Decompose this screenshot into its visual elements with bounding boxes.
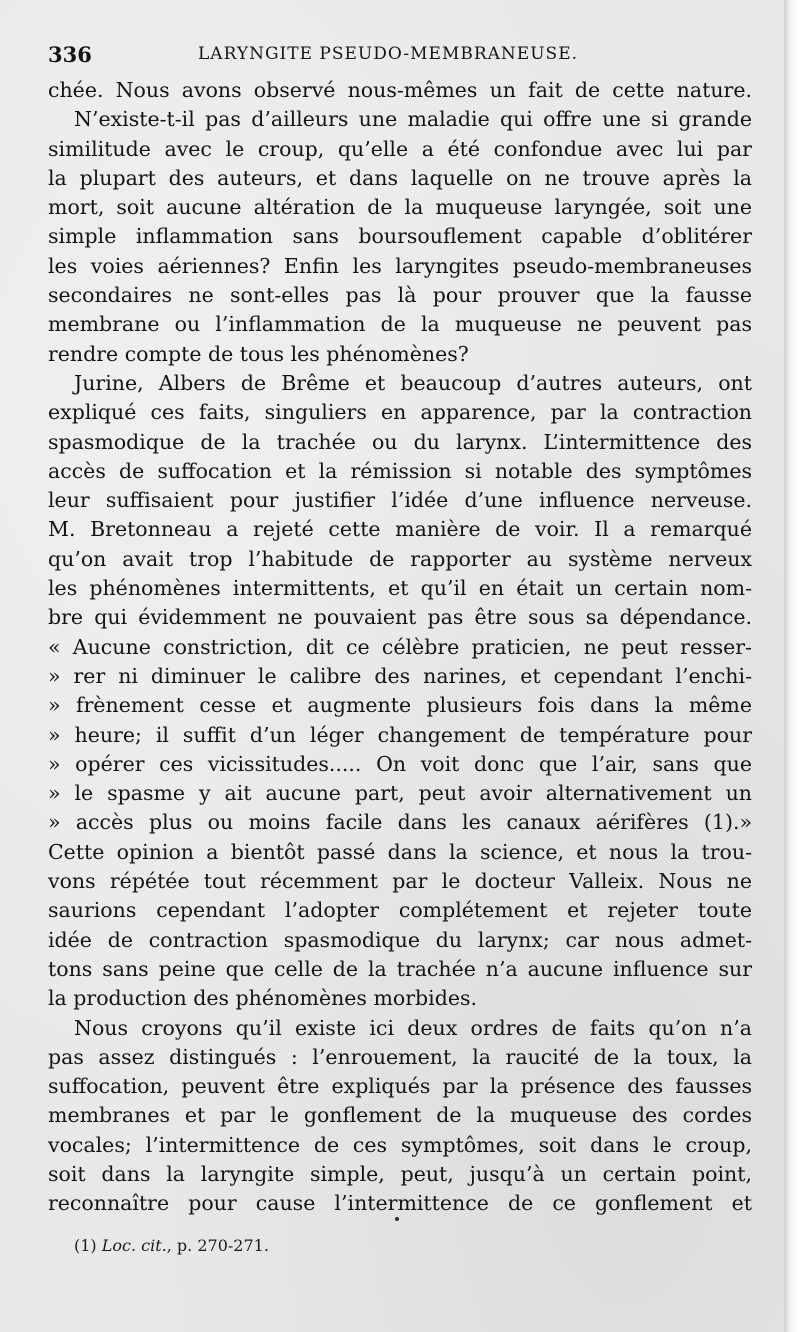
text-line: similitude avec le croup, qu’elle a été confondue avec lui par <box>48 136 752 161</box>
page-spine-shadow <box>784 0 800 1332</box>
text-line: » accès plus ou moins facile dans les canaux aérifères (1).» <box>48 810 752 835</box>
text-line: Cette opinion a bientôt passé dans la science, et nous la trou- <box>48 839 752 864</box>
text-line: accès de suffocation et la rémission si notable des symptômes <box>48 458 752 483</box>
text-line: suffocation, peuvent être expliqués par la présence des fausses <box>48 1074 752 1099</box>
footnote-source: Loc. cit. <box>101 1236 167 1255</box>
text-line: membranes et par le gonflement de la muqueuse des cordes <box>48 1103 752 1128</box>
text-line: expliqué ces faits, singuliers en apparence, par la contraction <box>48 400 752 425</box>
text-line: les voies aériennes? Enfin les laryngites pseudo-membraneuses <box>48 253 752 278</box>
text-line: leur suffisaient pour justifier l’idée d’une influence nerveuse. <box>48 488 752 513</box>
text-line: membrane ou l’inflammation de la muqueuse ne peuvent pas <box>48 312 752 337</box>
text-line: tons sans peine que celle de la trachée n’a aucune influence sur <box>48 956 752 981</box>
footnote-separator-dot <box>395 1217 399 1221</box>
text-line: rendre compte de tous les phénomènes? <box>48 341 469 366</box>
text-line: secondaires ne sont-elles pas là pour prouver que la fausse <box>48 283 752 308</box>
text-line: » heure; il suffit d’un léger changement de température pour <box>48 722 752 747</box>
text-line: les phénomènes intermittents, et qu’il en était un certain nom- <box>48 576 752 601</box>
text-line: idée de contraction spasmodique du larynx; car nous admet- <box>48 927 752 952</box>
text-line: mort, soit aucune altération de la muqueuse laryngée, soit une <box>48 195 752 220</box>
text-line: pas assez distingués : l’enrouement, la raucité de la toux, la <box>48 1044 752 1069</box>
text-line: spasmodique de la trachée ou du larynx. L’intermittence des <box>48 429 752 454</box>
text-line: M. Bretonneau a rejeté cette manière de voir. Il a remarqué <box>48 517 752 542</box>
footnote-pages: , p. 270-271. <box>166 1236 269 1255</box>
text-line: « Aucune constriction, dit ce célèbre praticien, ne peut resser- <box>48 634 752 659</box>
text-line: vons répétée tout récemment par le docteur Valleix. Nous ne <box>48 869 752 894</box>
page-header <box>48 42 748 72</box>
text-line: Nous croyons qu’il existe ici deux ordres de faits qu’on n’a <box>74 1015 752 1040</box>
page-number: 336 <box>48 42 92 67</box>
text-line: N’existe-t-il pas d’ailleurs une maladie qui offre une si grande <box>74 107 752 132</box>
text-line: Jurine, Albers de Brême et beaucoup d’autres auteurs, ont <box>74 370 752 395</box>
body-text <box>48 76 752 1219</box>
text-line: vocales; l’intermittence de ces symptômes, soit dans le croup, <box>48 1132 752 1157</box>
text-line: la production des phénomènes morbides. <box>48 986 478 1011</box>
text-line: soit dans la laryngite simple, peut, jusqu’à un certain point, <box>48 1161 752 1186</box>
running-title: LARYNGITE PSEUDO-MEMBRANEUSE. <box>198 44 579 64</box>
text-line: bre qui évidemment ne pouvaient pas être sous sa dépendance. <box>48 605 752 630</box>
footnote-marker: (1) <box>74 1236 97 1255</box>
text-line: » le spasme y ait aucune part, peut avoir alternativement un <box>48 781 752 806</box>
text-line: » rer ni diminuer le calibre des narines, et cependant l’enchi- <box>48 663 752 688</box>
footnote <box>74 1236 269 1255</box>
text-line: la plupart des auteurs, et dans laquelle on ne trouve après la <box>48 165 752 190</box>
text-line: saurions cependant l’adopter complétement et rejeter toute <box>48 898 752 923</box>
text-line: » opérer ces vicissitudes..... On voit donc que l’air, sans que <box>48 751 752 776</box>
text-line: simple inflammation sans boursouflement capable d’oblitérer <box>48 224 752 249</box>
text-line: » frènement cesse et augmente plusieurs fois dans la même <box>48 693 752 718</box>
text-line: chée. Nous avons observé nous-mêmes un fait de cette nature. <box>48 78 752 102</box>
text-line: reconnaître pour cause l’intermittence de ce gonflement et <box>48 1191 752 1216</box>
text-line: qu’on avait trop l’habitude de rapporter au système nerveux <box>48 546 752 571</box>
